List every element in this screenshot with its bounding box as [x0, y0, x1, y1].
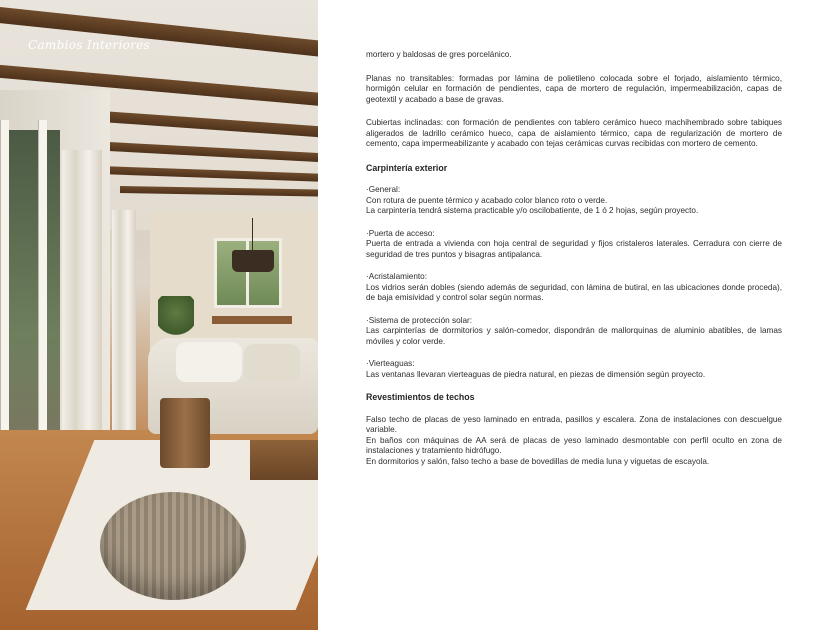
lamp-cord	[252, 218, 253, 250]
cushion	[244, 344, 300, 382]
spec-item-label: ·Sistema de protección solar:	[366, 315, 473, 325]
paragraph: Planas no transitables: formadas por lámina de polietileno colocada sobre el forjado, aislamiento térmico, hormigón celular en formación de pendientes, capa de mortero de regulación, impermeabilización, capas de geotextil y acabado a base de gravas.	[366, 73, 782, 104]
cushion	[176, 342, 242, 382]
spec-item-acristalamiento	[366, 272, 782, 304]
spec-item-label: ·General:	[366, 185, 401, 194]
brand-logo: Cambios Interiores	[28, 38, 151, 52]
spec-item-label: ·Acristalamiento:	[366, 272, 427, 281]
body-text: Falso techo de placas de yeso laminado en entrada, pasillos y escalera. Zona de instalaciones con descuelgue variable.	[366, 414, 782, 434]
specifications-text	[366, 50, 782, 479]
dining-table	[212, 316, 292, 324]
section-heading: Carpintería exterior	[366, 162, 448, 173]
side-table	[160, 398, 210, 468]
spec-item-text: Las ventanas llevaran vierteaguas de piedra natural, en piezas de dimensión según proyecto.	[366, 369, 706, 379]
section-heading: Revestimientos de techos	[366, 392, 475, 402]
spec-item-label: ·Vierteaguas:	[366, 359, 415, 368]
spec-item-text: La carpintería tendrá sistema practicable y/o oscilobatiente, de 1 ó 2 hojas, según proyecto.	[366, 206, 699, 215]
curtain	[112, 210, 136, 430]
door-glass	[8, 130, 38, 470]
paragraph: mortero y baldosas de gres porcelánico.	[366, 50, 512, 59]
spec-item-puerta	[366, 229, 782, 261]
spec-item-text: Con rotura de puente térmico y acabado color blanco roto o verde.	[366, 195, 608, 205]
pendant-lamp	[232, 250, 274, 272]
curtain	[62, 150, 102, 460]
spec-item-proteccion-solar	[366, 316, 782, 348]
revestimientos-body	[366, 415, 782, 468]
plant	[158, 296, 194, 338]
paragraph: Cubiertas inclinadas: con formación de pendientes con tablero cerámico hueco machihembrado sobre tabiques aligerados de ladrillo cerámico hueco, capa de aislamiento térmico, capa de regularización de mortero de cemento, capa impermeabilizante y acabado con tejas cerámicas curvas recibidas con mortero de cemento.	[366, 118, 782, 148]
spec-item-text: Las carpinterías de dormitorios y salón-comedor, dispondrán de mallorquinas de aluminio abatibles, de lamas móviles y color verde.	[366, 326, 782, 346]
spec-item-general	[366, 185, 782, 217]
spec-item-vierteaguas	[366, 359, 782, 380]
coffee-table	[250, 440, 318, 480]
knitted-pouf	[100, 492, 246, 600]
spec-item-text: Puerta de entrada a vivienda con hoja central de seguridad y fijos cristaleros laterales. Cerradura con cierre de seguridad de tres puntos y bisagras antipalanca.	[366, 239, 782, 259]
body-text: En dormitorios y salón, falso techo a base de bovedillas de media luna y viguetas de escayola.	[366, 456, 710, 466]
window-mullion	[246, 238, 249, 308]
body-text: En baños con máquinas de AA será de placas de yeso laminado desmontable con perfil oculto en zona de instalaciones y tratamiento hidrófugo.	[366, 435, 782, 455]
spec-item-label: ·Puerta de acceso:	[366, 228, 435, 238]
living-room-photo	[0, 0, 318, 630]
spec-item-text: Los vidrios serán dobles (siendo además de seguridad, con lámina de butiral, en las ubicaciones donde proceda), de baja emisividad y control solar según normas.	[366, 282, 782, 302]
